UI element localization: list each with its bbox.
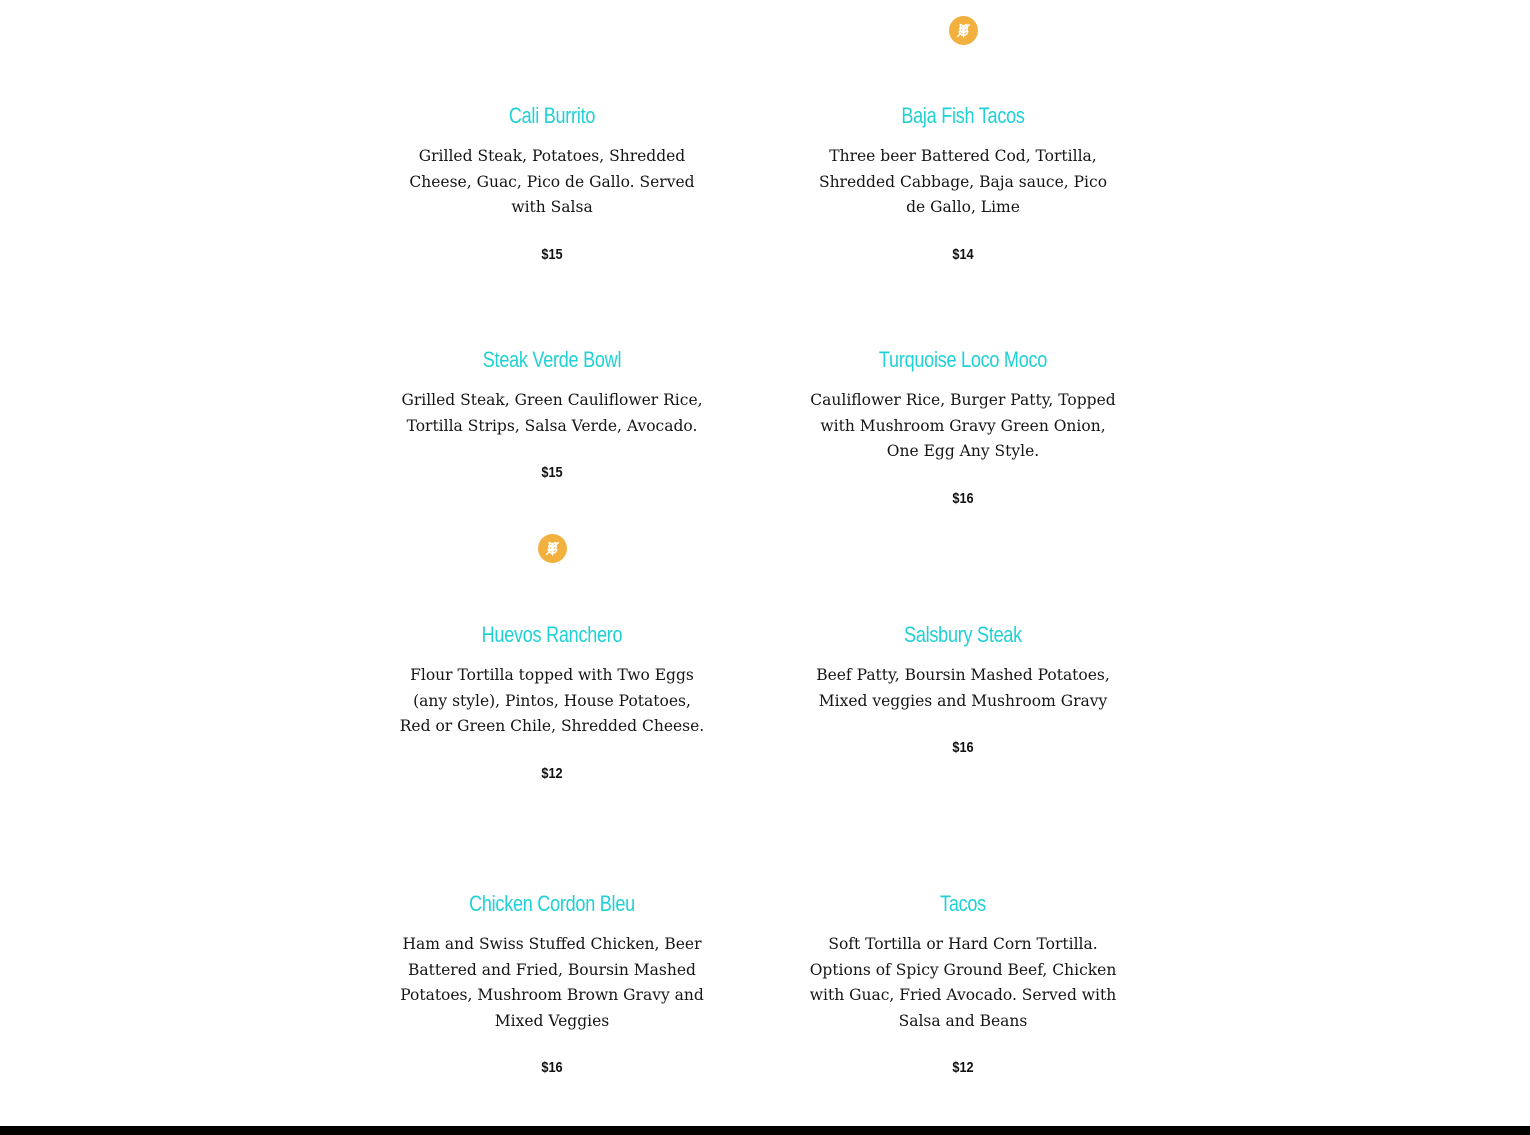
menu-item-title: Tacos [940,891,986,916]
menu-item-price: $12 [541,764,563,782]
menu-item-title: Chicken Cordon Bleu [469,891,635,916]
menu-item-title: Turquoise Loco Moco [878,347,1048,372]
menu-item-description: Flour Tortilla topped with Two Eggs (any style), Pintos, House Potatoes, Red or Green Chile, Shredded Cheese. [399,666,705,736]
menu-item-description: Three beer Battered Cod, Tortilla, Shredded Cabbage, Baja sauce, Pico de Gallo, Lime [818,147,1108,217]
wheat-icon [538,534,567,563]
menu-item-title: Baja Fish Tacos [901,103,1025,128]
menu-item [803,345,1123,509]
menu-item-description: Soft Tortilla or Hard Corn Tortilla. Options of Spicy Ground Beef, Chicken with Guac, Fried Avocado. Served with Salsa and Beans [809,935,1117,1030]
menu-item-price: $15 [541,245,563,263]
menu-item-price: $12 [952,1059,974,1077]
menu-item [392,345,712,483]
menu-item [392,889,712,1078]
menu-item-description: Grilled Steak, Green Cauliflower Rice, Tortilla Strips, Salsa Verde, Avocado. [401,391,703,435]
menu-item [392,101,712,265]
menu-item-price: $16 [541,1059,563,1077]
menu-item [803,620,1123,758]
menu-item-title: Salsbury Steak [904,622,1022,647]
menu-item-description: Beef Patty, Boursin Mashed Potatoes, Mixed veggies and Mushroom Gravy [816,666,1110,710]
menu-item-description: Ham and Swiss Stuffed Chicken, Beer Battered and Fried, Boursin Mashed Potatoes, Mushroom Brown Gravy and Mixed Veggies [400,935,704,1030]
wheat-icon [949,16,978,45]
menu-item-price: $15 [541,464,563,482]
footer-bar [0,1126,1530,1135]
menu-item-title: Huevos Ranchero [481,622,623,647]
menu-item [392,620,712,784]
menu-item-title: Steak Verde Bowl [482,347,622,372]
menu-item-description: Grilled Steak, Potatoes, Shredded Cheese, Guac, Pico de Gallo. Served with Salsa [409,147,695,217]
menu-item-price: $16 [952,489,974,507]
menu-item-price: $14 [952,245,974,263]
menu-item-description: Cauliflower Rice, Burger Patty, Topped with Mushroom Gravy Green Onion, One Egg Any Style. [810,391,1116,461]
menu-item [803,101,1123,265]
menu-item [803,889,1123,1078]
menu-item-price: $16 [952,739,974,757]
menu-item-title: Cali Burrito [508,103,596,128]
